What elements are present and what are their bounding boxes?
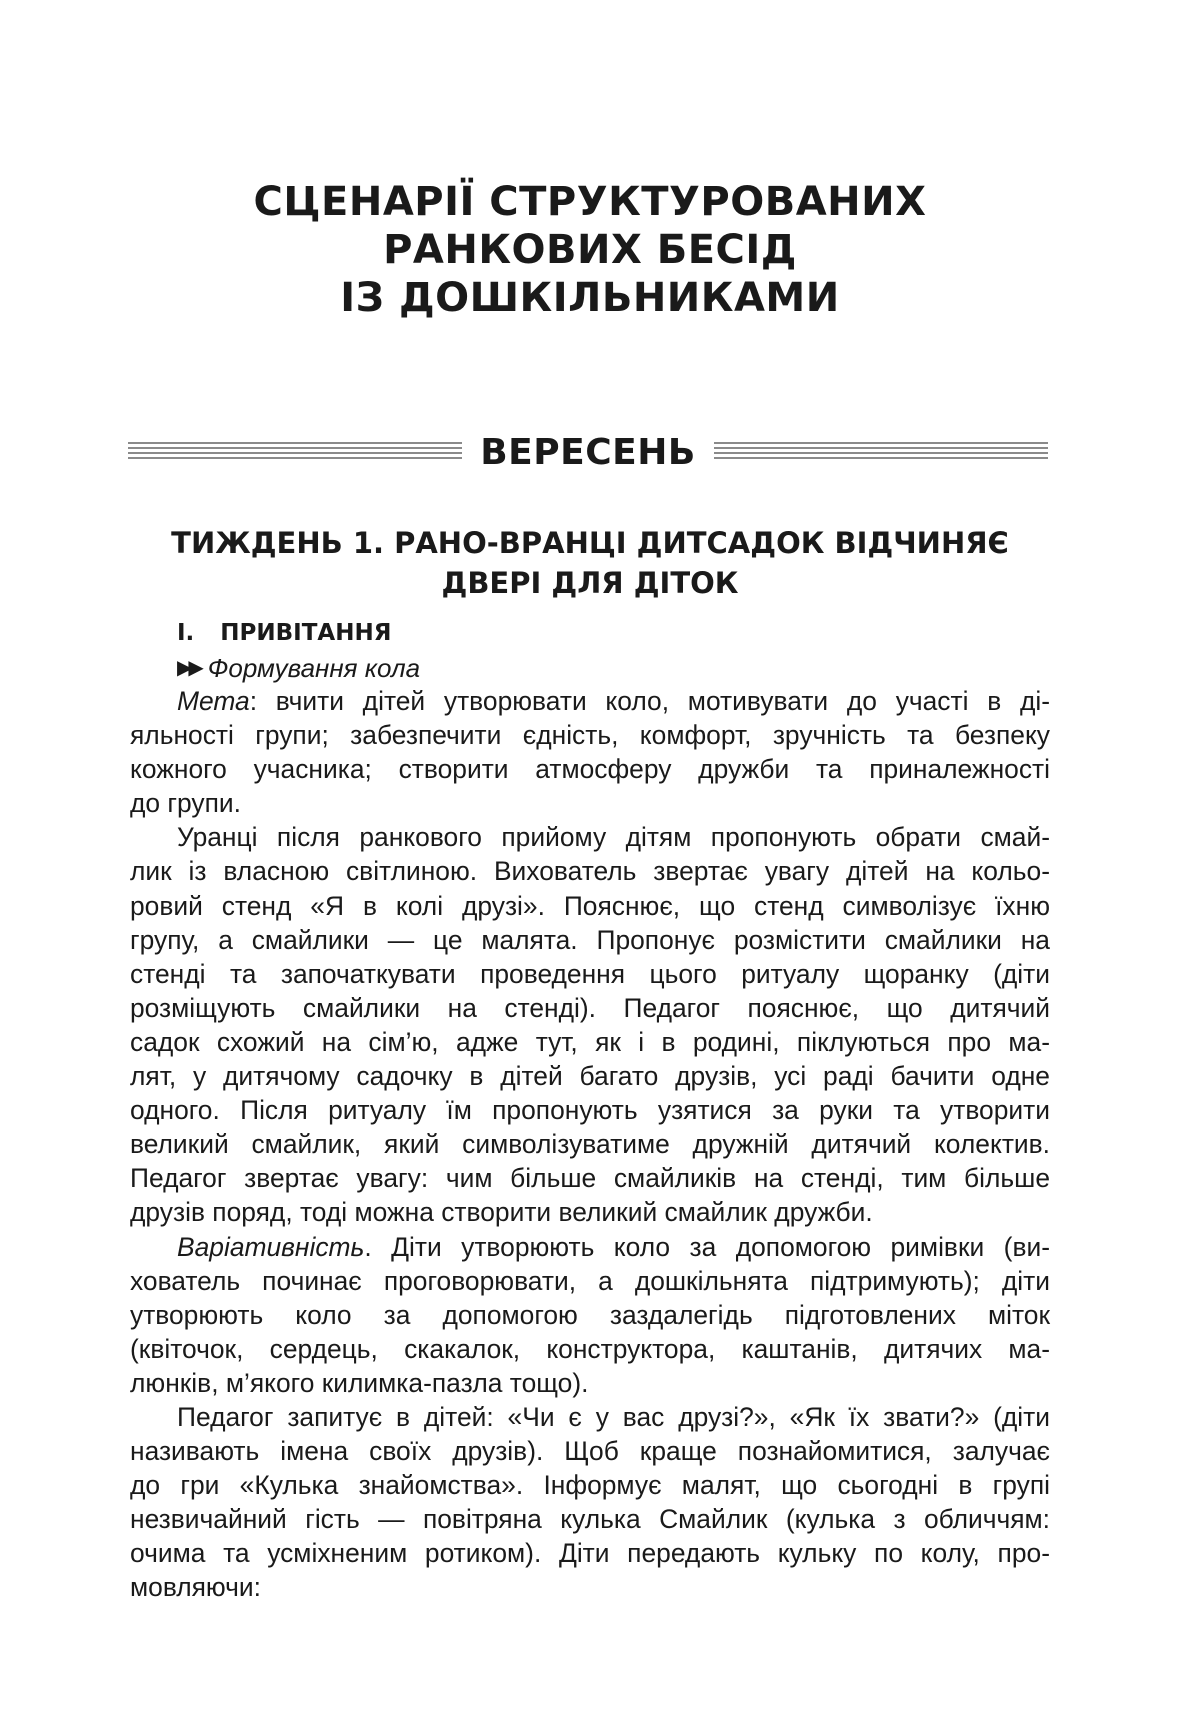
text-line: лик із власною світлиною. Вихователь звертає увагу дітей на кольо- [130, 856, 1050, 887]
title-line: РАНКОВИХ БЕСІД [383, 227, 797, 273]
lead-term: Мета [177, 686, 250, 716]
text-line: незвичайний гість — повітряна кулька Смайлик (кулька з обличчям: [130, 1504, 1050, 1535]
decorative-stripes-left [128, 442, 462, 462]
text-line: розміщують смайлики на стенді). Педагог пояснює, що дитячий [130, 992, 1050, 1023]
text-line: кожного учасника; створити атмосферу дружби та приналежності [130, 754, 1050, 785]
month-heading: ВЕРЕСЕНЬ [480, 431, 696, 473]
week-heading [130, 523, 1050, 603]
section-title: ПРИВІТАННЯ [220, 620, 392, 646]
subheading [177, 651, 420, 685]
paragraph-goal [130, 684, 1050, 820]
text-line: одного. Після ритуалу їм пропонують узятися за руки та утворити [130, 1095, 1050, 1126]
body-text [130, 684, 1050, 1605]
paragraph-game [130, 1400, 1050, 1605]
text-line: друзів поряд, тоді можна створити великий смайлик дружби. [130, 1197, 873, 1228]
text-line: до групи. [130, 788, 241, 819]
decorative-stripes-right [714, 442, 1048, 462]
text-line: Педагог запитує в дітей: «Чи є у вас друзі?», «Як їх звати?» (діти [177, 1401, 1050, 1432]
title-line: СЦЕНАРІЇ СТРУКТУРОВАНИХ [253, 179, 927, 225]
section-number: I. [177, 620, 195, 646]
text-line: люнків, м’якого килимка-пазла тощо). [130, 1367, 589, 1398]
text-line: мовляючи: [130, 1572, 261, 1603]
double-arrow-icon: ▶▶ [177, 657, 200, 679]
text-line: утворюють коло за допомогою заздалегідь підготовлених міток [130, 1299, 1050, 1330]
text-line: хователь починає проговорювати, а дошкільнята підтримують); діти [130, 1265, 1050, 1296]
text-line: називають імена своїх друзів). Щоб краще познайомитися, залучає [130, 1436, 1050, 1467]
text-line: яльності групи; забезпечити єдність, комфорт, зручність та безпеку [130, 720, 1050, 751]
week-heading-line: ТИЖДЕНЬ 1. РАНО-ВРАНЦІ ДИТСАДОК ВІДЧИНЯЄ [171, 526, 1009, 560]
text-line: ровий стенд «Я в колі друзі». Пояснює, що стенд символізує їхню [130, 890, 1050, 921]
subheading-text: Формування кола [207, 653, 421, 683]
title-line: ІЗ ДОШКІЛЬНИКАМИ [340, 275, 840, 321]
page-title [130, 178, 1050, 322]
text-line: Уранці після ранкового прийому дітям пропонують обрати смай- [177, 822, 1050, 853]
text-line: групу, а смайлики — це малята. Пропонує розмістити смайлики на [130, 924, 1050, 955]
month-banner [128, 427, 1048, 477]
text-line: великий смайлик, який символізуватиме дружній дитячий колектив. [130, 1129, 1050, 1160]
text-line: Мета: вчити дітей утворювати коло, мотивувати до участі в ді- [177, 686, 1050, 716]
text-line: очима та усміхненим ротиком). Діти передають кульку по колу, про- [130, 1538, 1050, 1569]
text-line: (квіточок, сердець, скакалок, конструктора, каштанів, дитячих ма- [130, 1333, 1050, 1364]
section-heading [177, 617, 391, 649]
paragraph-variation [130, 1230, 1050, 1400]
text-line: Варіативність. Діти утворюють коло за допомогою римівки (ви- [177, 1231, 1050, 1262]
lead-term: Варіативність [177, 1231, 365, 1262]
paragraph-ritual [130, 820, 1050, 1229]
text-line: садок схожий на сім’ю, адже тут, як і в родині, піклуються про ма- [130, 1026, 1050, 1057]
text-line: до гри «Кулька знайомства». Інформує малят, що сьогодні в групі [130, 1470, 1050, 1501]
text-line: стенді та започаткувати проведення цього ритуалу щоранку (діти [130, 958, 1050, 989]
text-line: Педагог звертає увагу: чим більше смайликів на стенді, тим більше [130, 1163, 1050, 1194]
text-line: лят, у дитячому садочку в дітей багато друзів, усі раді бачити одне [130, 1061, 1050, 1092]
week-heading-line: ДВЕРІ ДЛЯ ДІТОК [441, 566, 739, 600]
